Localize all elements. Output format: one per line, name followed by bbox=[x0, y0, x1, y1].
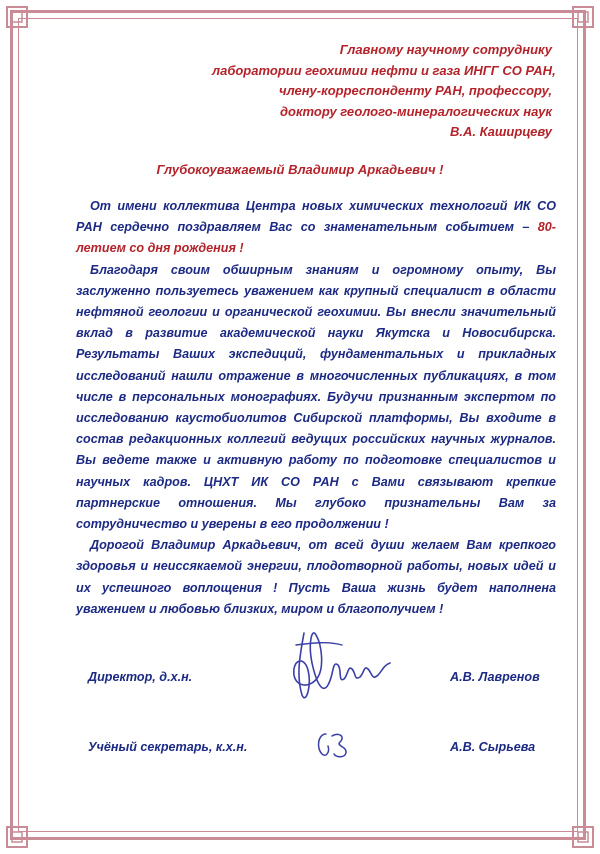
signer-name: А.В. Сырьева bbox=[450, 740, 536, 754]
signer-name: А.В. Лавренов bbox=[450, 670, 540, 684]
paragraph-achievements: Благодаря своим обширным знаниям и огромному опыту, Вы заслуженно пользуетесь уважением как крупный специалист в области нефтяной геологии и органической геохимии. Вы внесли значительный вклад в развитие академической науки Якутска и Новосибирска. Результаты Ваших экспедиций, фундаментальных и прикладных исследований нашли отражение в многочисленных публикациях, в том числе в персональных монографиях. Будучи признанным экспертом по исследованию каустобиолитов Сибирской платформы, Вы входите в состав редакционных коллегий ведущих российских научных журналов. Вы ведете также и активную работу по подготовке специалистов и научных кадров. ЦНХТ ИК СО РАН с Вами связывают крепкие партнерские отношения. Мы глубоко признательны Вам за сотрудничество и уверены в его продолжении ! bbox=[76, 262, 556, 532]
anniversary-highlight: 80-летием со дня рождения ! bbox=[76, 220, 556, 256]
signer-position: Учёный секретарь, к.х.н. bbox=[88, 740, 248, 754]
salutation: Глубокоуважаемый Владимир Аркадьевич ! bbox=[156, 162, 444, 177]
corner-ornament-top-left bbox=[4, 4, 30, 30]
handwritten-signature-secretary bbox=[312, 726, 356, 762]
handwritten-signature-director bbox=[282, 615, 402, 710]
corner-ornament-bottom-right bbox=[570, 824, 596, 850]
addressee-line: доктору геолого-минералогических наук bbox=[279, 103, 552, 119]
addressee-line: Главному научному сотруднику bbox=[339, 42, 552, 57]
letter-body bbox=[76, 196, 556, 620]
corner-ornament-top-right bbox=[570, 4, 596, 30]
paragraph-wishes: Дорогой Владимир Аркадьевич, от всей души желаем Вам крепкого здоровья и неиссякаемой энергии, плодотворной работы, новых идей и их успешного воплощения ! Пусть Ваша жизнь будет наполнена уважением и любовью близких, миром и благополучием ! bbox=[76, 538, 556, 616]
corner-ornament-bottom-left bbox=[4, 824, 30, 850]
addressee-line: лаборатории геохимии нефти и газа ИНГГ СО РАН, bbox=[212, 62, 556, 78]
paragraph-greeting-text: От имени коллектива Центра новых химических технологий ИК СО РАН сердечно поздравляем Вас со знаменательным событием – bbox=[76, 199, 556, 235]
addressee-line: члену-корреспонденту РАН, профессору, bbox=[278, 83, 552, 98]
addressee-block bbox=[212, 40, 556, 143]
addressee-name: В.А. Каширцеву bbox=[450, 124, 552, 139]
signer-position: Директор, д.х.н. bbox=[88, 670, 193, 684]
paragraph-greeting bbox=[76, 196, 556, 260]
